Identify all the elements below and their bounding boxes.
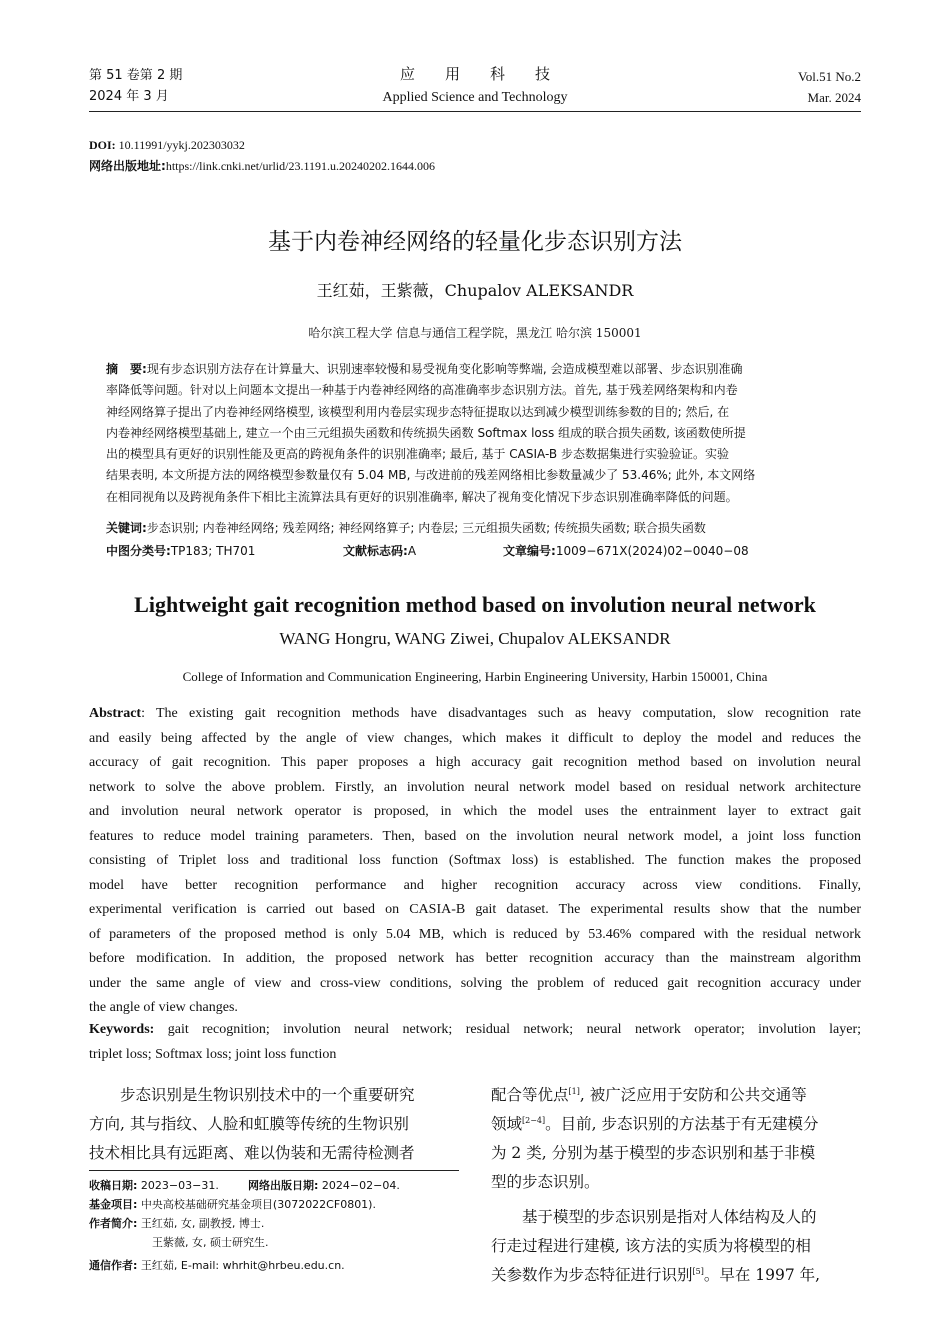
authors-en: WANG Hongru, WANG Ziwei, Chupalov ALEKSANDR xyxy=(279,629,671,648)
keywords-cn: 关键词:步态识别; 内卷神经网络; 残差网络; 神经网络算子; 内卷层; 三元组损失函数; 传统损失函数; 联合损失函数 xyxy=(106,521,706,535)
online-date: 网络出版日期: 2024−02−04. xyxy=(248,1179,400,1192)
paper-title-cn: 基于内卷神经网络的轻量化步态识别方法 xyxy=(268,229,682,255)
doc-code: 文献标志码:A xyxy=(343,544,417,558)
abstract-en-label: Abstract xyxy=(89,706,142,721)
doi-line: DOI: 10.11991/yykj.202303032 xyxy=(89,138,245,152)
authors-cn: 王红茹，王紫薇，Chupalov ALEKSANDR xyxy=(316,281,634,300)
abstract-cn-label: 摘 要: xyxy=(106,362,147,376)
corresponding-author: 通信作者: 王红茹, E-mail: whrhit@hrbeu.edu.cn. xyxy=(89,1259,345,1272)
clc-number: 中图分类号:TP183; TH701 xyxy=(106,544,256,558)
author-bio-2: 王紫薇, 女, 硕士研究生. xyxy=(152,1236,269,1249)
abstract-cn: 摘 要:现有步态识别方法存在计算量大、识别速率较慢和易受视角变化影响等弊端, 会造成模型难以部署、步态识别准确 率降低等问题。针对以上问题本文提出一种基于内卷神经网络的高准确率步态识别方法。首先, 基于残差网络架构和内卷 神经网络算子提出了内卷神经网络模型, 该模型利用内卷层实现步态特征提取以达到减少模型训练参数的目的; 然后, 在 内卷神经网络模型基础上, 建立一个由三元组损失函数和传统损失函数 Softmax loss 组成的联合损失函数, 该函数使所提 出的模型具有更好的识别性能及更高的跨视角条件的识别准确率; 最后, 基于 CASIA-B 步态数据集进行实验验证。实验 结果表明, 本文所提方法的网络模型参数量仅有 5.04 MB, 与改进前的残差网络相比参数量减少了 53.46%; 此外, 本文网络 在相同视角以及跨视角条件下相比主流算法具有更好的识别准确率, 解决了视角变化情况下步态识别准确率降低的问题。 xyxy=(106,362,756,504)
header-issue: 第 51 卷第 2 期 xyxy=(89,68,183,83)
citation-ref[interactable]: [1] xyxy=(568,1086,580,1096)
received-date: 收稿日期: 2023−03−31. xyxy=(89,1179,219,1192)
journal-title-cn: 应 用 科 技 xyxy=(399,65,550,83)
citation-ref[interactable]: [2−4] xyxy=(522,1115,546,1125)
article-number: 文章编号:1009−671X(2024)02−0040−08 xyxy=(503,544,749,558)
header-date-en: Mar. 2024 xyxy=(807,90,861,105)
abstract-en: Abstract: The existing gait recognition methods have disadvantages such as heavy computation, slow recognition rate and easily being affected by the angle of view changes, which makes it difficult to deploy the model and reduces the accuracy of gait recognition. This paper proposes a high accuracy gait recognition method based on involution neural network to solve the above problem. Firstly, an involution neural network model based on residual network architecture and involution neural network operator is proposed, in which the model uses the entrainment layer to extract gait features to reduce model training parameters. Then, based on the involution neural network model, a joint loss function consisting of Triplet loss and traditional loss function (Softmax loss) is established. The function makes the proposed model have better recognition performance and higher recognition accuracy across view conditions. Finally, experimental verification is carried out based on CASIA-B gait dataset. The experimental results show that the number of parameters of the proposed method is only 5.04 MB, which is reduced by 53.46% compared with the residual network before modification. In addition, the proposed network has better recognition accuracy than the mainstream algorithm under the same angle of view and cross-view conditions, solving the problem of reduced gait recognition accuracy under the angle of view changes. xyxy=(89,706,861,1015)
affiliation-en: College of Information and Communication Engineering, Harbin Engineering University, Harbin 150001, China xyxy=(182,669,768,684)
keywords-en: Keywords: gait recognition; involution neural network; residual network; neural network operator; involution layer; triplet loss; Softmax loss; joint loss function xyxy=(89,1022,861,1062)
header-volume: Vol.51 No.2 xyxy=(798,69,861,84)
affiliation-cn: 哈尔滨工程大学 信息与通信工程学院，黑龙江 哈尔滨 150001 xyxy=(308,326,642,340)
citation-ref[interactable]: [5] xyxy=(692,1266,704,1276)
author-bio: 作者简介: 王红茹, 女, 副教授, 博士. xyxy=(89,1217,265,1230)
header-date-cn: 2024 年 3 月 xyxy=(89,89,169,104)
paper-title-en: Lightweight gait recognition method based on involution neural network xyxy=(134,592,816,617)
header-rule xyxy=(89,111,861,112)
footnote-rule xyxy=(89,1170,459,1171)
body-right-column: 配合等优点[1], 被广泛应用于安防和公共交通等 领域[2−4]。目前, 步态识别的方法基于有无建模分 为 2 类, 分别为基于模型的步态识别和基于非模 型的步态识别。 基于模型的步态识别是指对人体结构及人的 行走过程进行建模, 该方法的实质为将模型的相 关参数作为步态特征进行识别[5]。早在 1997 年, xyxy=(491,1086,821,1284)
online-url-line: 网络出版地址:https://link.cnki.net/urlid/23.1191.u.20240202.1644.006 xyxy=(89,159,436,173)
fund-project: 基金项目: 中央高校基础研究基金项目(3072022CF0801). xyxy=(89,1198,376,1211)
journal-title-en: Applied Science and Technology xyxy=(382,90,568,105)
body-left-column: 步态识别是生物识别技术中的一个重要研究 方向, 其与指纹、人脸和虹膜等传统的生物识别 技术相比具有远距离、难以伪装和无需待检测者 xyxy=(89,1086,415,1162)
